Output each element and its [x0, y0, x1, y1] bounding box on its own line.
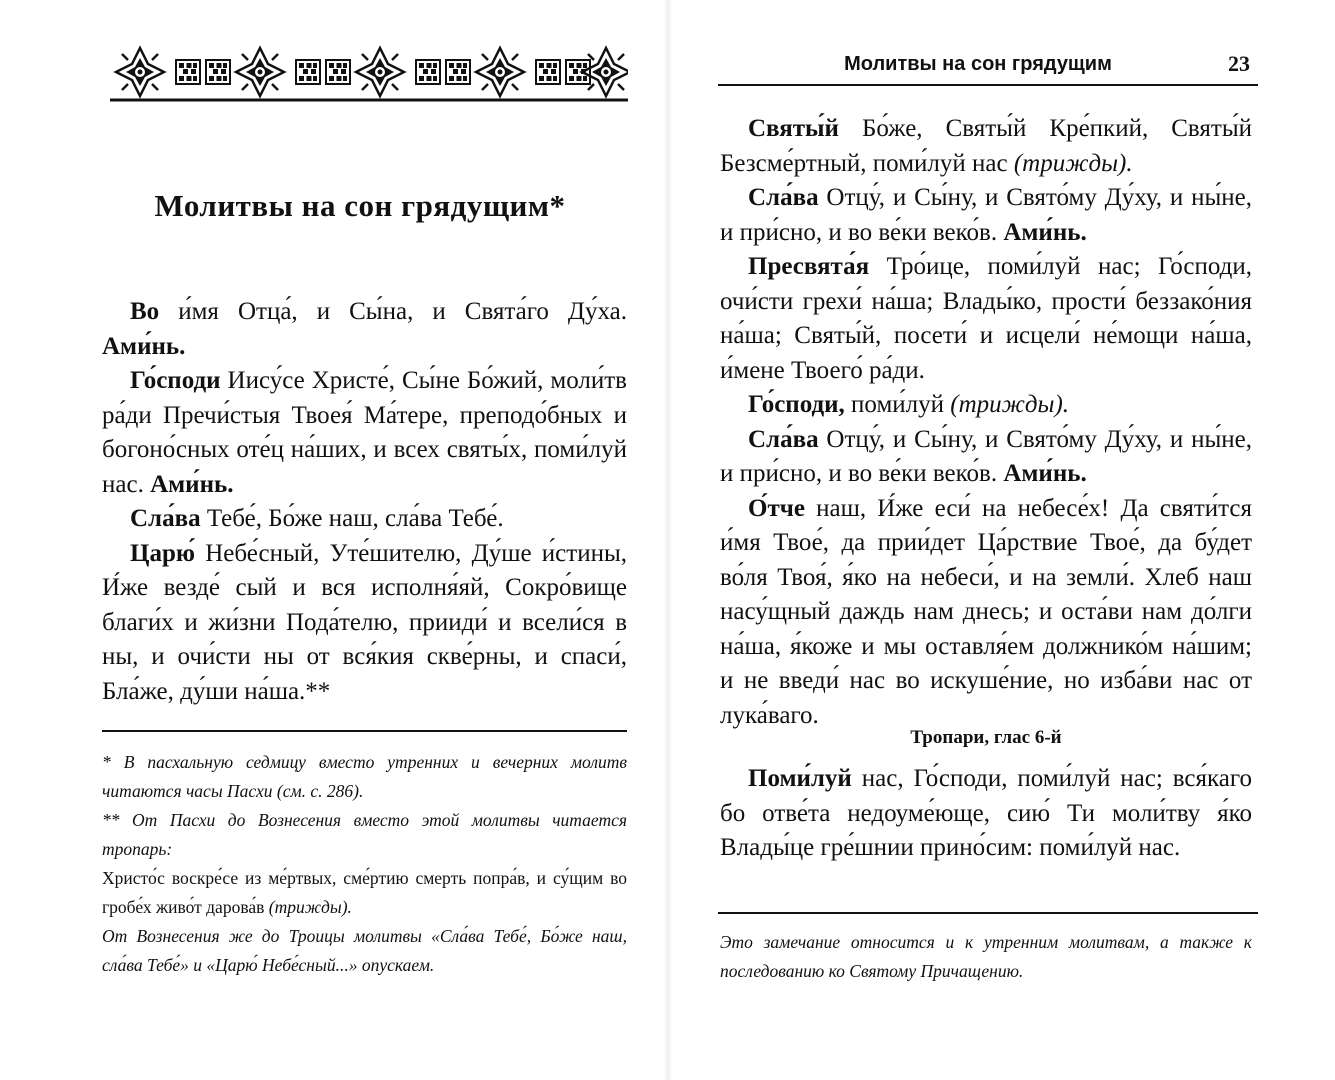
lead-word: Сла́ва [748, 184, 819, 211]
paragraph [102, 502, 627, 537]
rubric-text: (трижды). [264, 897, 352, 917]
page-title: Молитвы на сон грядущим* [154, 188, 566, 223]
section-heading: Тропари, глас 6-й [910, 727, 1062, 748]
lead-word: Поми́луй [748, 765, 852, 792]
paragraph [102, 364, 627, 502]
paragraph [720, 492, 1252, 734]
footnote-divider [102, 730, 627, 732]
amen-word: Ами́нь. [102, 332, 186, 360]
paragraph [102, 537, 627, 710]
paragraph [720, 250, 1252, 388]
lead-word: Святы́й [748, 115, 839, 142]
amen-word: Ами́нь. [150, 470, 234, 498]
footnotes [102, 748, 627, 980]
header-rule [718, 84, 1258, 86]
prayer-text [102, 295, 627, 709]
troparion-text [720, 762, 1252, 866]
lead-word: Пресвята́я [748, 253, 870, 280]
lead-word: Сла́ва [130, 505, 201, 532]
paragraph-text: Бо́же, Святы́й Кре́пкий, Святы́й Безсме́ртный, поми́луй нас [720, 115, 1252, 177]
footnote: ** От Пасхи до Вознесения вместо этой молитвы читается тропарь: [102, 810, 627, 859]
note-divider [718, 912, 1258, 914]
troparion-text: Христо́с воскре́се из ме́ртвых, сме́ртию смерть попра́в, и су́щим во гробе́х живо́т дарова́в [102, 868, 627, 917]
paragraph-text: и́мя Отца́, и Сы́на, и Свята́го Ду́ха. [159, 298, 627, 325]
paragraph [720, 423, 1252, 492]
page-number: 23 [1228, 51, 1250, 76]
paragraph-text: Небе́сный, Уте́шителю, Ду́ше и́стины, И́же везде́ сый и вся исполня́яй, Сокро́вище благи́х и жи́зни Пода́телю, прииди́ и всели́ся в ны, и очи́сти ны от вся́кия скве́рны, и спаси́, Бла́же, ду́ши на́ша.** [102, 539, 627, 705]
rubric-text: (трижды). [950, 391, 1070, 418]
footnote-note [720, 928, 1252, 986]
paragraph-text: наш, И́же еси́ на небесе́х! Да святи́тся и́мя Твое́, да прии́дет Ца́рствие Твое́, да бу́дет во́ля Твоя́, я́ко на небеси́, и на земли́. Хлеб наш насу́щный даждь нам днесь; и оста́ви нам до́лги на́ша, я́коже и мы оставля́ем должнико́м на́шим; и не введи́ нас во искуше́ние, но изба́ви нас от лука́ваго. [720, 494, 1252, 729]
right-page [668, 0, 1335, 1080]
lead-word: Сла́ва [748, 425, 819, 453]
paragraph-text: Тебе́, Бо́же наш, сла́ва Тебе́. [200, 505, 504, 532]
lead-word: Во [130, 298, 160, 325]
paragraph-text: Тро́ице, поми́луй нас; Го́споди, очи́сти грехи́ на́ша; Влады́ко, прости́ беззако́ния на́ша; Святы́й, посети́ и исцели́ не́мощи на́ша, и́мене Твоего́ ра́ди. [720, 253, 1252, 384]
lead-word: Го́споди [130, 367, 221, 394]
lead-word: Го́споди, [748, 391, 845, 418]
amen-word: Ами́нь. [1003, 218, 1087, 246]
paragraph-text: Иису́се Христе́, Сы́не Бо́жий, моли́тв ра́ди Пречи́стыя Твоея́ Ма́тере, преподо́бных и богоно́сных оте́ц на́ших, и всех святы́х, поми́луй нас. [102, 367, 627, 498]
paragraph [102, 295, 627, 364]
paragraph-text: нас, Го́споди, поми́луй нас; вся́каго бо отве́та недоуме́юще, сию́ Ти моли́тву я́ко Влады́це гре́шнии прино́сим: поми́луй нас. [720, 765, 1252, 861]
paragraph-text: поми́луй [844, 391, 951, 418]
ornamental-header-band [110, 42, 628, 102]
rubric-text: (трижды). [1013, 149, 1133, 177]
paragraph-text: Отцу́, и Сы́ну, и Свято́му Ду́ху, и ны́не, и при́сно, и во ве́ки веко́в. [720, 184, 1252, 246]
paragraph [720, 388, 1252, 423]
footnote: От Вознесения же до Троицы молитвы «Сла́ва Тебе́, Бо́же наш, сла́ва Тебе́» и «Царю́ Небе́сный...» опускаем. [102, 926, 627, 975]
running-head: Молитвы на сон грядущим [844, 53, 1112, 75]
lead-word: Царю́ [130, 539, 195, 567]
paragraph-text: Отцу́, и Сы́ну, и Свято́му Ду́ху, и ны́не, и при́сно, и во ве́ки веко́в. [720, 425, 1252, 487]
amen-word: Ами́нь. [1003, 460, 1087, 487]
footnote-troparion [102, 864, 627, 922]
paragraph [720, 181, 1252, 250]
ornament-pattern-icon [110, 42, 628, 102]
footnote: * В пасхальную седмицу вместо утренних и вечерних молитв читаются часы Пасхи (см. с. 286). [102, 752, 627, 801]
lead-word: О́тче [748, 494, 805, 522]
prayer-text [720, 112, 1252, 733]
note-text: Это замечание относится и к утренним молитвам, а также к последованию ко Святому Причащению. [720, 932, 1252, 981]
paragraph [720, 112, 1252, 181]
paragraph [720, 762, 1252, 866]
